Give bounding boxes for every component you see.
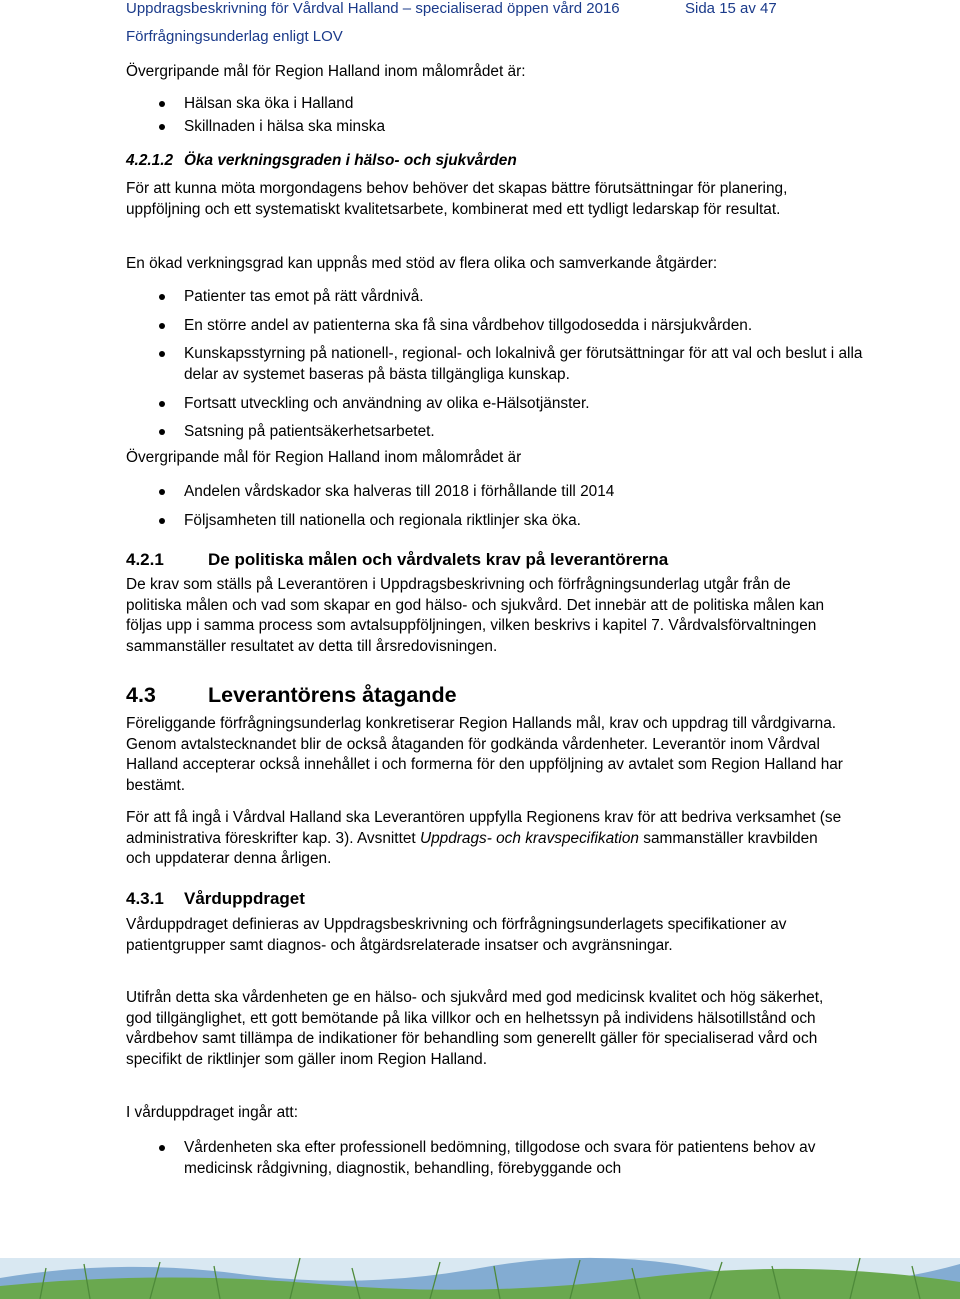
paragraph: I vårduppdraget ingår att: (126, 1104, 298, 1121)
section-heading: Öka verkningsgraden i hälso- och sjukvården (184, 152, 517, 169)
section-number: 4.3 (126, 683, 156, 707)
list-item: Följsamheten till nationella och regionala riktlinjer ska öka. (184, 512, 581, 529)
list-item: Kunskapsstyrning på nationell-, regional- och lokalnivå ger förutsättningar för att val och beslut i alla delar av systemet baseras på bästa tillgängliga kunskap. (184, 345, 863, 383)
bullet-icon (159, 124, 165, 130)
bullet-icon (159, 294, 165, 300)
measures-intro: En ökad verkningsgrad kan uppnås med stöd av flera olika och samverkande åtgärder: (126, 255, 718, 272)
header-page-number: Sida 15 av 47 (685, 0, 777, 17)
list-item: En större andel av patienterna ska få sina vårdbehov tillgodosedda i närsjukvården. (184, 317, 753, 334)
list-item: Andelen vårdskador ska halveras till 2018 i förhållande till 2014 (184, 483, 615, 500)
list-item: Vårdenheten ska efter professionell bedömning, tillgodose och svara för patientens behov av medicinsk rådgivning, diagnostik, behandling, förebyggande och (184, 1139, 816, 1177)
section-number: 4.2.1.2 (126, 152, 174, 169)
bullet-icon (159, 101, 165, 107)
footer-grass-decoration (0, 1228, 960, 1299)
section-number: 4.3.1 (126, 889, 164, 908)
header-subtitle: Förfrågningsunderlag enligt LOV (126, 28, 343, 45)
goals-intro: Övergripande mål för Region Halland inom målområdet är: (126, 63, 526, 80)
paragraph-text: sammanställer kravbilden och uppdaterar denna årligen. (126, 829, 818, 868)
goals-intro: Övergripande mål för Region Halland inom målområdet är (126, 449, 522, 466)
paragraph-text: För att få ingå i Vårdval Halland ska Leverantören uppfylla Regionens krav för att bedriva verksamhet (se administrativa föreskrifter kap. 3). Avsnittet (126, 809, 842, 847)
list-item: Hälsan ska öka i Halland (184, 95, 354, 112)
bullet-icon (159, 429, 165, 435)
paragraph: Utifrån detta ska vårdenheten ge en hälso- och sjukvård med god medicinsk kvalitet och hög säkerhet, god tillgänglighet, ett gott bemötande på lika villkor och en helhetssyn på individens hälsotillstånd och vårdbehov samt tillämpa de indikationer för behandling som generellt gäller för specialiserad vård och specifikt de riktlinjer som gäller inom Region Halland. (126, 989, 824, 1068)
bullet-icon (159, 1145, 165, 1151)
section-number: 4.2.1 (126, 550, 164, 569)
bullet-icon (159, 351, 165, 357)
section-heading: Vårduppdraget (184, 889, 305, 908)
section-heading: De politiska målen och vårdvalets krav på leverantörerna (208, 550, 669, 569)
paragraph: De krav som ställs på Leverantören i Uppdragsbeskrivning och förfrågningsunderlag utgår från de politiska målen och vad som skapar en god hälso- och sjukvård. Det innebär att de politiska målen kan följas upp i samma process som avtalsuppföljningen, vilken beskrivs i kapitel 7. Vårdvalsförvaltningen sammanställer resultatet av detta till årsredovisningen. (126, 576, 825, 655)
header-title: Uppdragsbeskrivning för Vårdval Halland – specialiserad öppen vård 2016 (126, 0, 620, 17)
list-item: Skillnaden i hälsa ska minska (184, 118, 386, 135)
list-item: Satsning på patientsäkerhetsarbetet. (184, 423, 435, 440)
paragraph: För att kunna möta morgondagens behov behöver det skapas bättre förutsättningar för planering, uppföljning och ett systematiskt kvalitetsarbete, kombinerat med ett tydligt ledarskap för resultat. (126, 180, 788, 218)
bullet-icon (159, 323, 165, 329)
list-item: Fortsatt utveckling och användning av olika e-Hälsotjänster. (184, 395, 590, 412)
emphasis-text: Uppdrags- och kravspecifikation (419, 829, 639, 847)
paragraph (126, 808, 846, 870)
bullet-icon (159, 518, 165, 524)
bullet-icon (159, 401, 165, 407)
list-item: Patienter tas emot på rätt vårdnivå. (184, 288, 424, 305)
paragraph: Föreliggande förfrågningsunderlag konkretiserar Region Hallands mål, krav och uppdrag till vårdgivarna. Genom avtalstecknandet blir de också åtaganden för godkända vårdenheter. Leverantör inom Vårdval Halland accepterar också innehållet i och formerna för den uppföljning av avtalet som Region Halland har bestämt. (126, 715, 843, 794)
paragraph: Vårduppdraget definieras av Uppdragsbeskrivning och förfrågningsunderlagets specifikationer av patientgrupper samt diagnos- och åtgärdsrelaterade insatser och avgränsningar. (126, 916, 787, 954)
section-heading: Leverantörens åtagande (208, 683, 457, 707)
bullet-icon (159, 489, 165, 495)
